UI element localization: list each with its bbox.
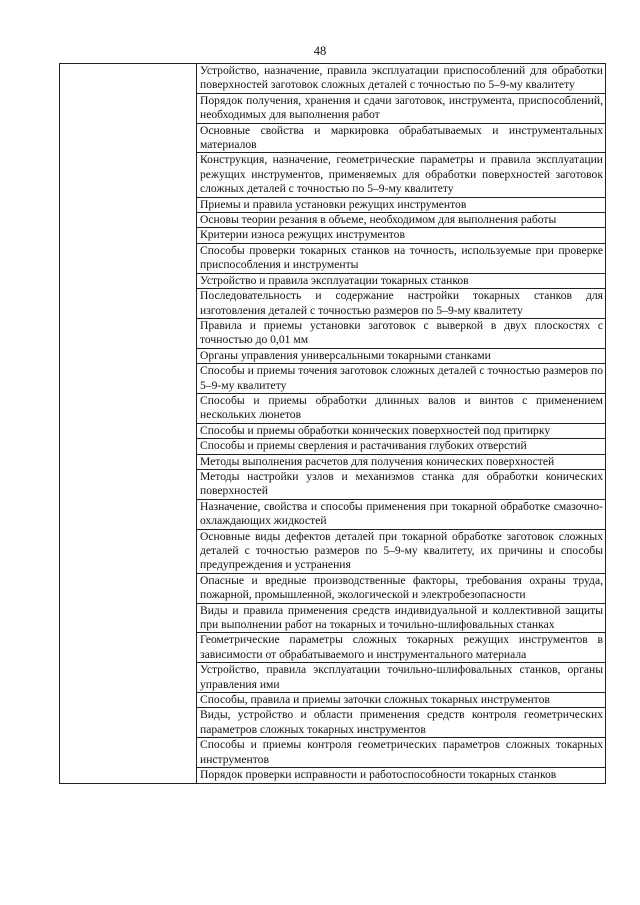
- left-column-cell: [60, 64, 197, 784]
- table-row: [60, 64, 606, 94]
- table-cell: Способы, правила и приемы заточки сложных токарных инструментов: [197, 693, 606, 708]
- table-cell: Методы выполнения расчетов для получения конических поверхностей: [197, 454, 606, 469]
- table-cell: Назначение, свойства и способы применения при токарной обработке смазочно-охлаждающих жидкостей: [197, 499, 606, 529]
- table-cell: Способы и приемы точения заготовок сложных деталей с точностью размеров по 5–9-му квалитету: [197, 364, 606, 394]
- table-cell: Приемы и правила установки режущих инструментов: [197, 197, 606, 212]
- table-cell: Порядок получения, хранения и сдачи заготовок, инструмента, приспособлений, необходимых для выполнения работ: [197, 93, 606, 123]
- table-cell: Устройство, правила эксплуатации точильно-шлифовальных станков, органы управления ими: [197, 663, 606, 693]
- table-cell: Способы и приемы контроля геометрических параметров сложных токарных инструментов: [197, 738, 606, 768]
- table-cell: Способы и приемы сверления и растачивания глубоких отверстий: [197, 439, 606, 454]
- table-cell: Геометрические параметры сложных токарных режущих инструментов в зависимости от обрабатываемого и инструментального материала: [197, 633, 606, 663]
- table-cell: Виды, устройство и области применения средств контроля геометрических параметров сложных токарных инструментов: [197, 708, 606, 738]
- table-cell: Способы и приемы обработки длинных валов и винтов с применением нескольких люнетов: [197, 393, 606, 423]
- requirements-table: [59, 63, 606, 784]
- table-cell: Опасные и вредные производственные факторы, требования охраны труда, пожарной, промышленной, экологической и электробезопасности: [197, 573, 606, 603]
- table-cell: Устройство и правила эксплуатации токарных станков: [197, 273, 606, 288]
- table-cell: Порядок проверки исправности и работоспособности токарных станков: [197, 768, 606, 783]
- table-cell: Последовательность и содержание настройки токарных станков для изготовления деталей с точностью размеров по 5–9-му квалитету: [197, 289, 606, 319]
- table-cell: Методы настройки узлов и механизмов станка для обработки конических поверхностей: [197, 469, 606, 499]
- table-cell: Правила и приемы установки заготовок с выверкой в двух плоскостях с точностью до 0,01 мм: [197, 318, 606, 348]
- table-cell: Основные свойства и маркировка обрабатываемых и инструментальных материалов: [197, 123, 606, 153]
- table-cell: Органы управления универсальными токарными станками: [197, 348, 606, 363]
- table-cell: Устройство, назначение, правила эксплуатации приспособлений для обработки поверхностей заготовок сложных деталей с точностью по 5–9-му квалитету: [197, 64, 606, 94]
- page-number: 48: [313, 44, 327, 58]
- requirements-table-body: [60, 64, 606, 784]
- table-cell: Конструкция, назначение, геометрические параметры и правила эксплуатации режущих инструментов, применяемых для обработки поверхностей заготовок сложных деталей с точностью по 5–9-му квалитету: [197, 153, 606, 197]
- table-cell: Основные виды дефектов деталей при токарной обработке заготовок сложных деталей с точностью размеров по 5–9-му квалитету, их причины и способы предупреждения и устранения: [197, 529, 606, 573]
- table-cell: Способы и приемы обработки конических поверхностей под притирку: [197, 423, 606, 438]
- table-cell: Способы проверки токарных станков на точность, используемые при проверке приспособления и инструменты: [197, 243, 606, 273]
- table-cell: Виды и правила применения средств индивидуальной и коллективной защиты при выполнении работ на токарных и точильно-шлифовальных станках: [197, 603, 606, 633]
- table-cell: Основы теории резания в объеме, необходимом для выполнения работы: [197, 213, 606, 228]
- table-cell: Критерии износа режущих инструментов: [197, 228, 606, 243]
